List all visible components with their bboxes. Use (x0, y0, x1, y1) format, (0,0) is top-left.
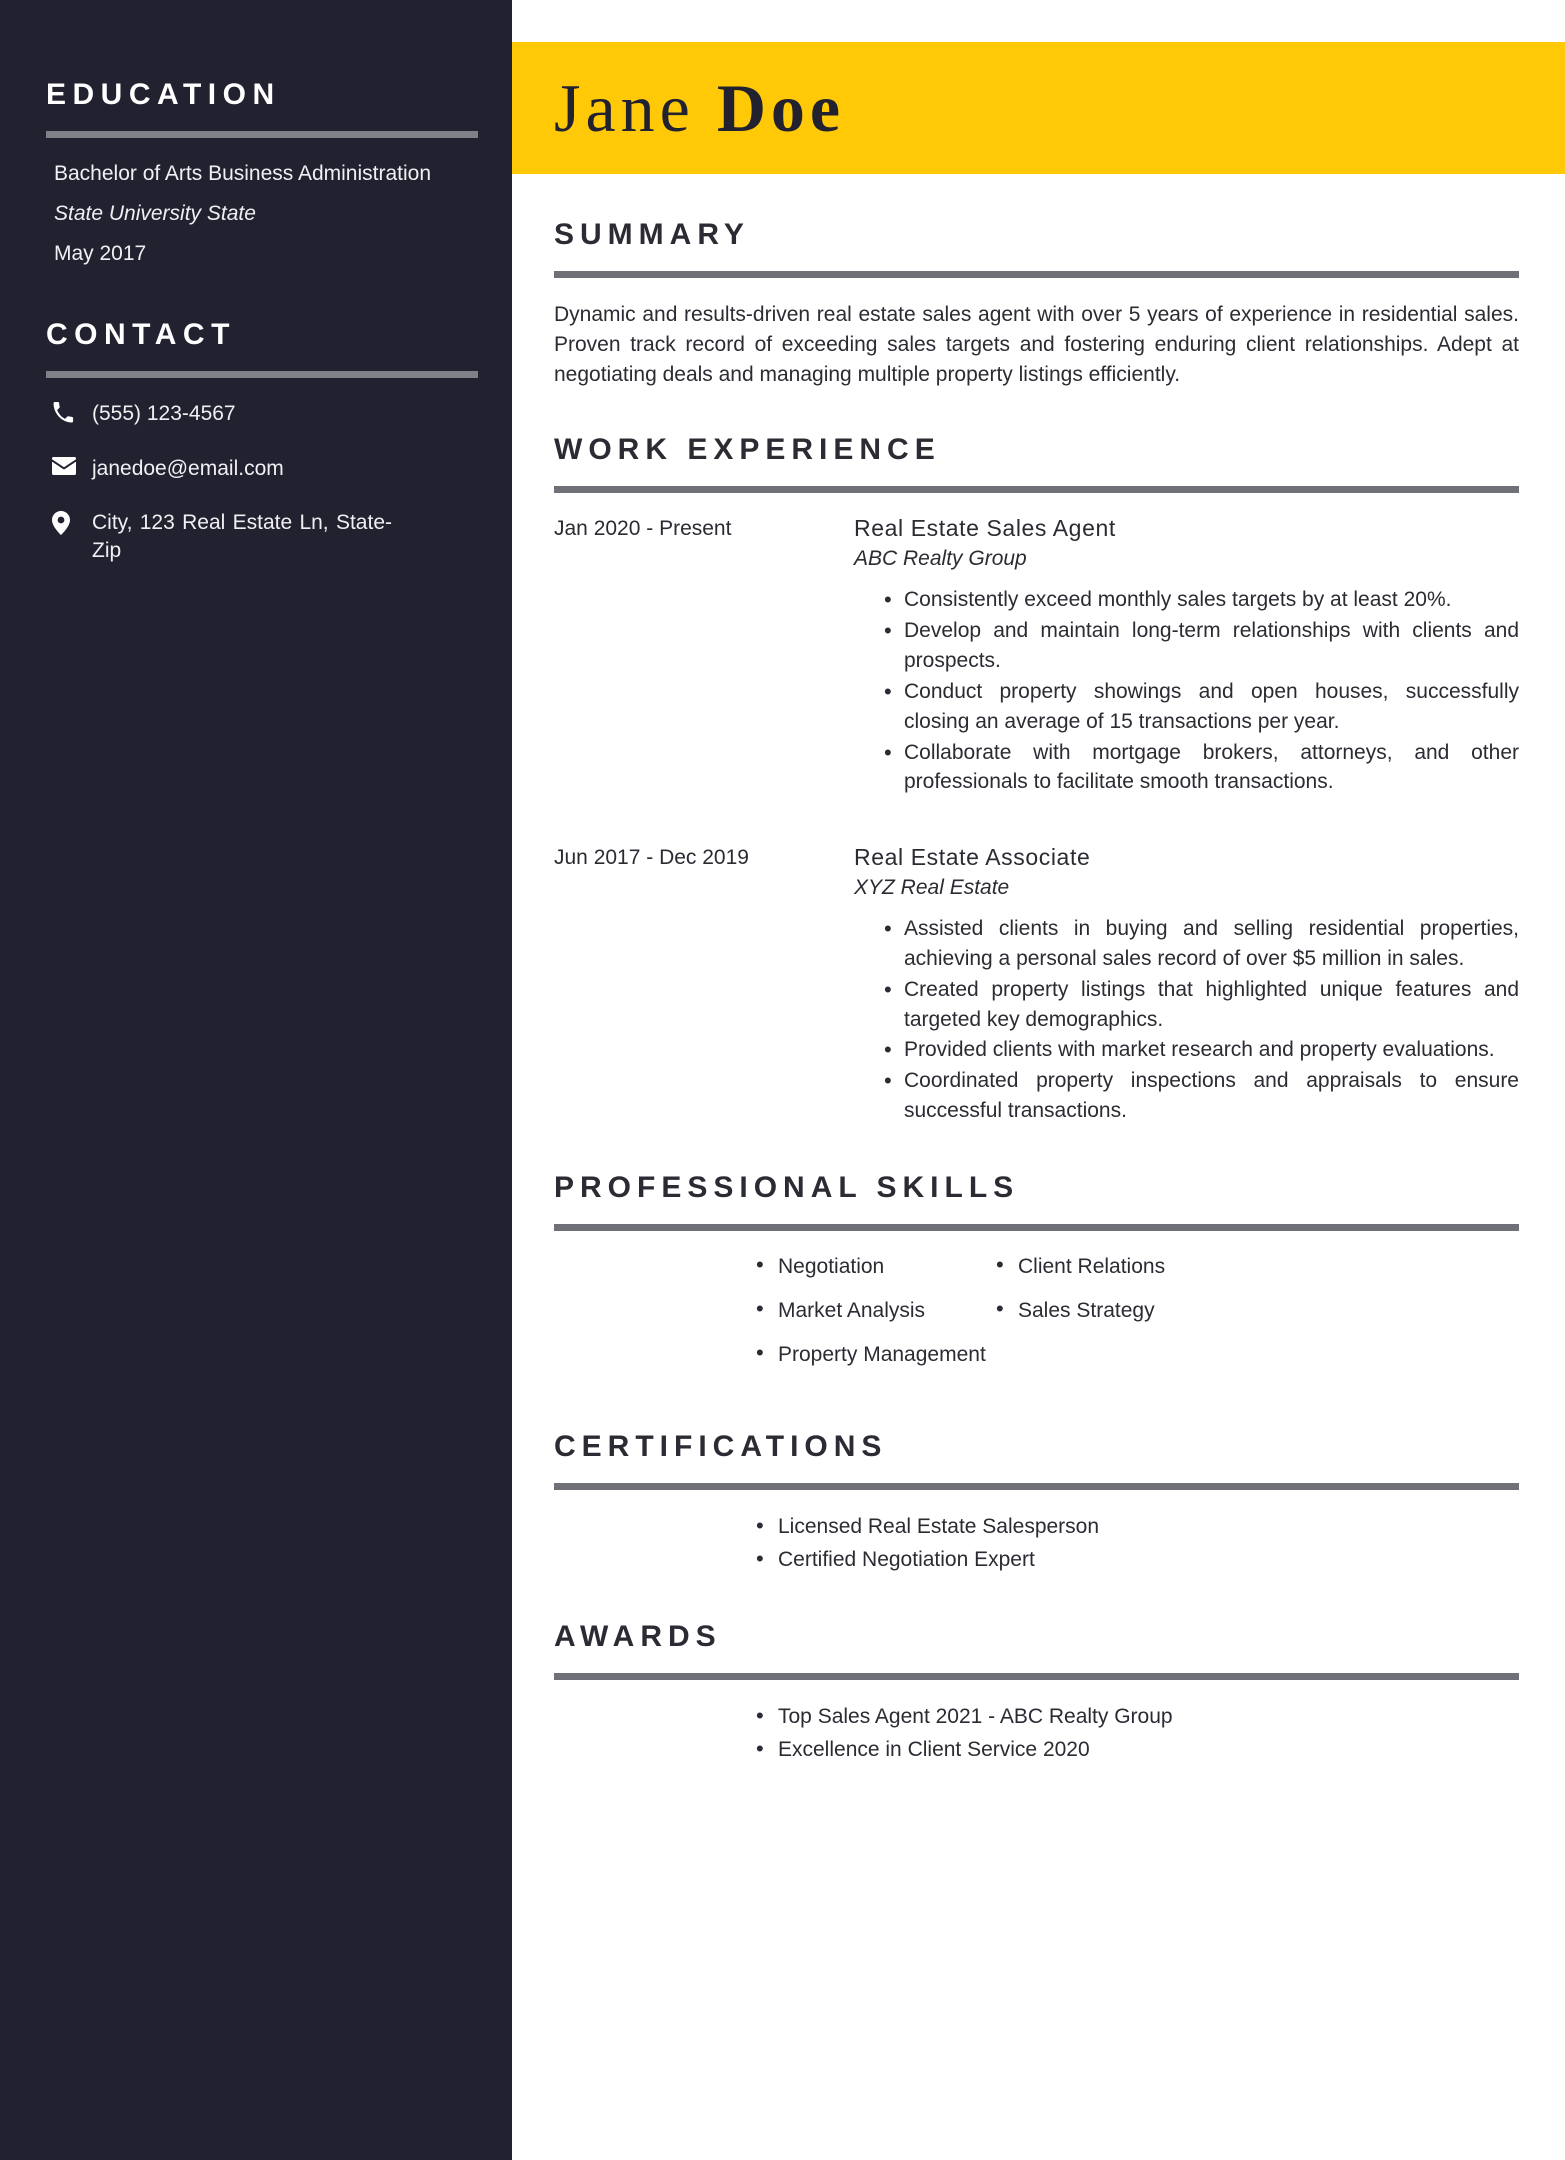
work-experience-heading: WORK EXPERIENCE (554, 433, 941, 467)
education-heading: EDUCATION (46, 78, 281, 111)
education-divider (46, 131, 478, 138)
awards-heading: AWARDS (554, 1619, 722, 1653)
contact-section (46, 318, 478, 565)
contact-address-value[interactable]: City, 123 Real Estate Ln, State-Zip (92, 511, 392, 563)
education-section (46, 78, 478, 266)
awards-list (554, 1702, 1519, 1766)
awards-section (554, 1620, 1519, 1766)
skills-divider (554, 1224, 1519, 1231)
skill-item: • Market Analysis (754, 1297, 994, 1324)
skills-column-1 (754, 1253, 994, 1386)
skills-heading: PROFESSIONAL SKILLS (554, 1170, 1020, 1204)
job-bullet: • Consistently exceed monthly sales targets by at least 20%. (884, 585, 1519, 615)
awards-divider (554, 1673, 1519, 1680)
skill-item: • Property Management (754, 1341, 994, 1368)
job-bullets (854, 914, 1519, 1126)
certifications-heading: CERTIFICATIONS (554, 1429, 888, 1463)
job-company: ABC Realty Group (854, 547, 1027, 571)
contact-heading: CONTACT (46, 318, 236, 352)
summary-text: Dynamic and results-driven real estate sales agent with over 5 years of experience in residential sales. Proven track record of exceeding sales targets and fostering enduring client relationships. Adept at negotiating deals and managing multiple property listings efficiently. (554, 303, 1519, 386)
skills-column-2 (994, 1253, 1234, 1386)
first-name: Jane (554, 70, 717, 146)
certification-item: • Certified Negotiation Expert (754, 1545, 1519, 1575)
skill-item: • Sales Strategy (994, 1297, 1234, 1324)
skills-section (554, 1171, 1519, 1386)
job-dates: Jan 2020 - Present (554, 517, 732, 541)
job-dates: Jun 2017 - Dec 2019 (554, 846, 749, 870)
skill-item: • Client Relations (994, 1253, 1234, 1280)
job-bullets (854, 585, 1519, 797)
certifications-section (554, 1430, 1519, 1576)
job-company: XYZ Real Estate (854, 876, 1010, 900)
certification-item: • Licensed Real Estate Salesperson (754, 1512, 1519, 1542)
job-bullet: • Collaborate with mortgage brokers, attorneys, and other professionals to facilitate smooth transactions. (884, 738, 1519, 798)
page-title (554, 70, 846, 146)
job-bullet: • Provided clients with market research and property evaluations. (884, 1035, 1519, 1065)
award-item: • Top Sales Agent 2021 - ABC Realty Group (754, 1702, 1519, 1732)
job-bullet: • Conduct property showings and open houses, successfully closing an average of 15 transactions per year. (884, 677, 1519, 737)
job-bullet: • Assisted clients in buying and selling residential properties, achieving a personal sales record of over $5 million in sales. (884, 914, 1519, 974)
summary-divider (554, 271, 1519, 278)
main-content (512, 0, 1565, 2160)
job-bullet: • Created property listings that highlighted unique features and targeted key demographics. (884, 975, 1519, 1035)
name-banner (512, 42, 1565, 174)
job-bullet: • Develop and maintain long-term relationships with clients and prospects. (884, 616, 1519, 676)
job-entry (554, 515, 1519, 798)
contact-phone-row (46, 400, 478, 428)
contact-email-row (46, 455, 478, 483)
education-date: May 2017 (54, 242, 147, 266)
job-title: Real Estate Sales Agent (854, 515, 1116, 542)
education-degree: Bachelor of Arts Business Administration (54, 162, 432, 185)
sidebar (0, 0, 512, 2160)
work-experience-section (554, 433, 1519, 1126)
contact-email-value[interactable]: janedoe@email.com (92, 456, 284, 480)
job-spacer (554, 798, 1519, 826)
last-name: Doe (716, 70, 846, 146)
job-entry (554, 844, 1519, 1127)
contact-phone-value[interactable]: (555) 123-4567 (92, 402, 236, 426)
job-title: Real Estate Associate (854, 844, 1091, 871)
job-bullet: • Coordinated property inspections and appraisals to ensure successful transactions. (884, 1066, 1519, 1126)
award-item: • Excellence in Client Service 2020 (754, 1735, 1519, 1765)
contact-address-row (46, 509, 478, 566)
contact-divider (46, 371, 478, 378)
certifications-list (554, 1512, 1519, 1576)
education-school: State University State (54, 202, 256, 226)
envelope-icon (52, 455, 86, 475)
phone-icon (52, 400, 86, 424)
location-pin-icon (52, 509, 86, 535)
skills-grid (554, 1253, 1519, 1386)
work-experience-divider (554, 486, 1519, 493)
summary-heading: SUMMARY (554, 218, 750, 251)
certifications-divider (554, 1483, 1519, 1490)
skill-item: • Negotiation (754, 1253, 994, 1280)
summary-section (554, 218, 1519, 389)
